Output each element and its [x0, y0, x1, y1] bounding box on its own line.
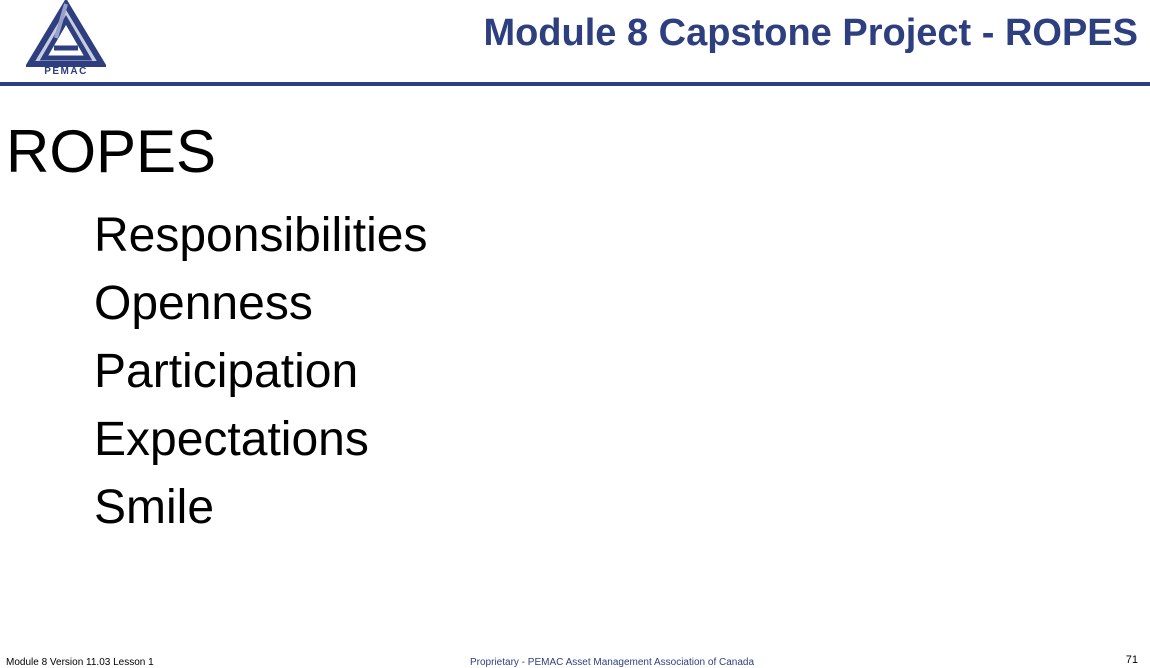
list-item: Expectations — [94, 413, 369, 466]
logo-text: PEMAC — [44, 66, 88, 77]
page-title: Module 8 Capstone Project - ROPES — [483, 12, 1138, 54]
header-divider — [0, 82, 1150, 86]
pemac-logo-icon — [26, 0, 106, 70]
ropes-list — [94, 210, 428, 550]
slide-heading: ROPES — [6, 118, 217, 185]
list-item: Participation — [94, 345, 359, 398]
footer-proprietary: Proprietary - PEMAC Asset Management Association of Canada — [470, 657, 755, 668]
footer-version: Module 8 Version 11.03 Lesson 1 — [6, 657, 154, 668]
list-item: Responsibilities — [94, 209, 428, 262]
list-item: Openness — [94, 277, 313, 330]
page-number: 71 — [1125, 654, 1138, 666]
list-item: Smile — [94, 481, 215, 534]
pemac-logo — [26, 0, 106, 80]
